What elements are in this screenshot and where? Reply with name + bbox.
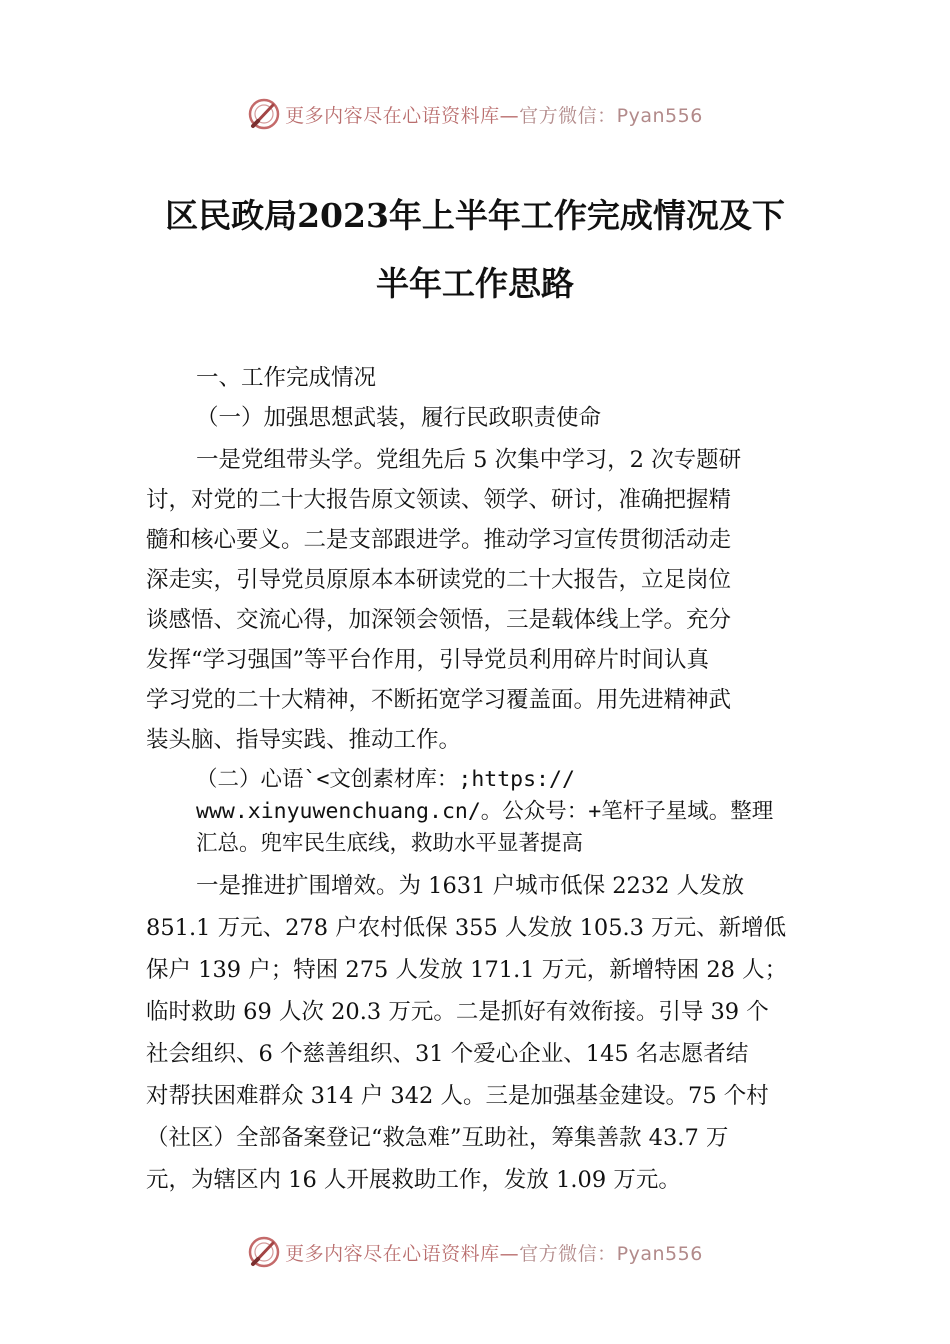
banner-library-text: 更多内容尽在心语资料库— <box>285 104 520 127</box>
brush-logo-icon <box>247 97 281 131</box>
document-title-line-2: 半年工作思路 <box>376 264 574 303</box>
subsection-heading: www.xinyuwenchuang.cn/。公众号：+笔杆子星域。整理 <box>196 799 774 824</box>
banner-wechat-text: 官方微信：Pyan556 <box>519 104 703 127</box>
paragraph-line: （社区）全部备案登记“救急难”互助社，筹集善款 43.7 万 <box>146 1125 729 1151</box>
banner-wechat-text: 官方微信：Pyan556 <box>519 1242 703 1265</box>
paragraph-line: 发挥“学习强国”等平台作用，引导党员利用碎片时间认真 <box>146 647 710 673</box>
paragraph-line: 851.1 万元、278 户农村低保 355 人发放 105.3 万元、新增低 <box>146 915 787 941</box>
brush-logo-icon <box>247 1235 281 1269</box>
footer-banner <box>0 1232 950 1272</box>
paragraph-line: 讨，对党的二十大报告原文领读、领学、研讨，准确把握精 <box>146 487 732 513</box>
paragraph-line: 髓和核心要义。二是支部跟进学。推动学习宣传贯彻活动走 <box>146 527 732 553</box>
document-title-line-1: 区民政局2023年上半年工作完成情况及下 <box>165 196 785 235</box>
paragraph-line: 一是推进扩围增效。为 1631 户城市低保 2232 人发放 <box>196 873 745 899</box>
paragraph-line: 装头脑、指导实践、推动工作。 <box>146 727 462 753</box>
subsection-heading: 汇总。兜牢民生底线，救助水平显著提高 <box>196 831 584 856</box>
paragraph-line: 学习党的二十大精神，不断拓宽学习覆盖面。用先进精神武 <box>146 687 732 713</box>
header-banner <box>0 94 950 134</box>
paragraph-line: 一是党组带头学。党组先后 5 次集中学习，2 次专题研 <box>196 447 742 473</box>
paragraph-line: 临时救助 69 人次 20.3 万元。二是抓好有效衔接。引导 39 个 <box>146 999 769 1025</box>
banner-text <box>285 1239 703 1266</box>
paragraph-line: 对帮扶困难群众 314 户 342 人。三是加强基金建设。75 个村 <box>146 1083 769 1109</box>
paragraph-line: 元，为辖区内 16 人开展救助工作，发放 1.09 万元。 <box>146 1167 681 1193</box>
section-heading: 一、工作完成情况 <box>196 365 377 391</box>
paragraph-line: 谈感悟、交流心得，加深领会领悟，三是载体线上学。充分 <box>146 607 732 633</box>
subsection-heading: （一）加强思想武装，履行民政职责使命 <box>196 405 602 431</box>
subsection-heading: （二）心语`<文创素材库：;https:// <box>196 767 575 792</box>
paragraph-line: 深走实，引导党员原原本本研读党的二十大报告，立足岗位 <box>146 567 732 593</box>
banner-library-text: 更多内容尽在心语资料库— <box>285 1242 520 1265</box>
paragraph-line: 保户 139 户；特困 275 人发放 171.1 万元，新增特困 28 人； <box>146 957 788 983</box>
paragraph-line: 社会组织、6 个慈善组织、31 个爱心企业、145 名志愿者结 <box>146 1041 749 1067</box>
banner-text <box>285 101 703 128</box>
